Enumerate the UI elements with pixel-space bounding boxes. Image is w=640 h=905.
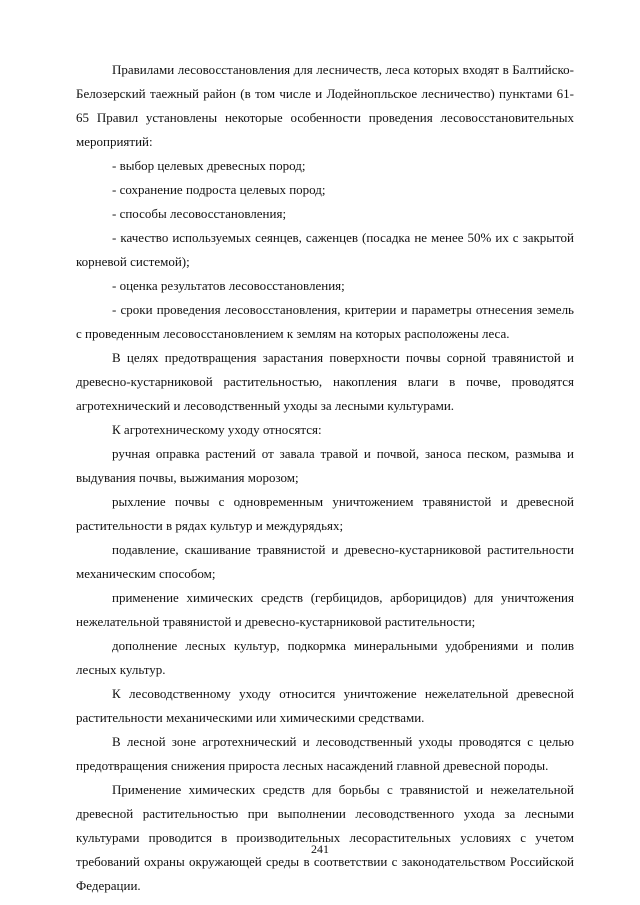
list-item-species-choice: - выбор целевых древесных пород; <box>112 158 306 173</box>
paragraph-forest-zone: В лесной зоне агротехнический и лесоводственный уходы проводятся с целью предотвращения снижения прироста лесных насаждений главной древесной породы. <box>76 734 574 773</box>
paragraph-agrotech-heading: К агротехническому уходу относятся: <box>112 422 322 437</box>
page-number: 241 <box>311 842 329 856</box>
paragraph-chemical-means: применение химических средств (гербицидов, арборицидов) для уничтожения нежелательной травянистой и древесно-кустарниковой растительности; <box>76 590 574 629</box>
list-item-results-assessment: - оценка результатов лесовосстановления; <box>112 278 345 293</box>
list-item-timing-criteria: - сроки проведения лесовосстановления, критерии и параметры отнесения земель с проведенным лесовосстановлением к землям на которых расположены леса. <box>76 302 574 341</box>
paragraph-chemical-application: Применение химических средств для борьбы с травянистой и нежелательной древесной растительностью при выполнении лесоводственного ухода за лесными культурами проводится в производительных лесорастительных условиях с учетом требований охраны окружающей среды в соответствии с законодательством Российской Федерации. <box>76 782 574 893</box>
paragraph-silvicultural-care: К лесоводственному уходу относится уничтожение нежелательной древесной растительности механическими или химическими средствами. <box>76 686 574 725</box>
document-body <box>76 58 574 898</box>
paragraph-supplementing-cultures: дополнение лесных культур, подкормка минеральными удобрениями и полив лесных культур. <box>76 638 574 677</box>
list-item-seedling-quality: - качество используемых сеянцев, саженцев (посадка не менее 50% их с закрытой корневой системой); <box>76 230 574 269</box>
paragraph-mowing: подавление, скашивание травянистой и древесно-кустарниковой растительности механическим способом; <box>76 542 574 581</box>
list-item-reforestation-methods: - способы лесовосстановления; <box>112 206 287 221</box>
paragraph-rules-intro: Правилами лесовосстановления для лесничеств, леса которых входят в Балтийско-Белозерский таежный район (в том числе и Лодейнопльское лесничество) пунктами 61-65 Правил установлены некоторые особенности проведения лесовосстановительных мероприятий: <box>76 62 574 149</box>
list-item-undergrowth-preservation: - сохранение подроста целевых пород; <box>112 182 326 197</box>
paragraph-care-purpose: В целях предотвращения зарастания поверхности почвы сорной травянистой и древесно-кустарниковой растительностью, накопления влаги в почве, проводятся агротехнический и лесоводственный уходы за лесными культурами. <box>76 350 574 413</box>
paragraph-soil-loosening: рыхление почвы с одновременным уничтожением травянистой и древесной растительности в рядах культур и междурядьях; <box>76 494 574 533</box>
paragraph-manual-straightening: ручная оправка растений от завала травой и почвой, заноса песком, размыва и выдувания почвы, выжимания морозом; <box>76 446 574 485</box>
